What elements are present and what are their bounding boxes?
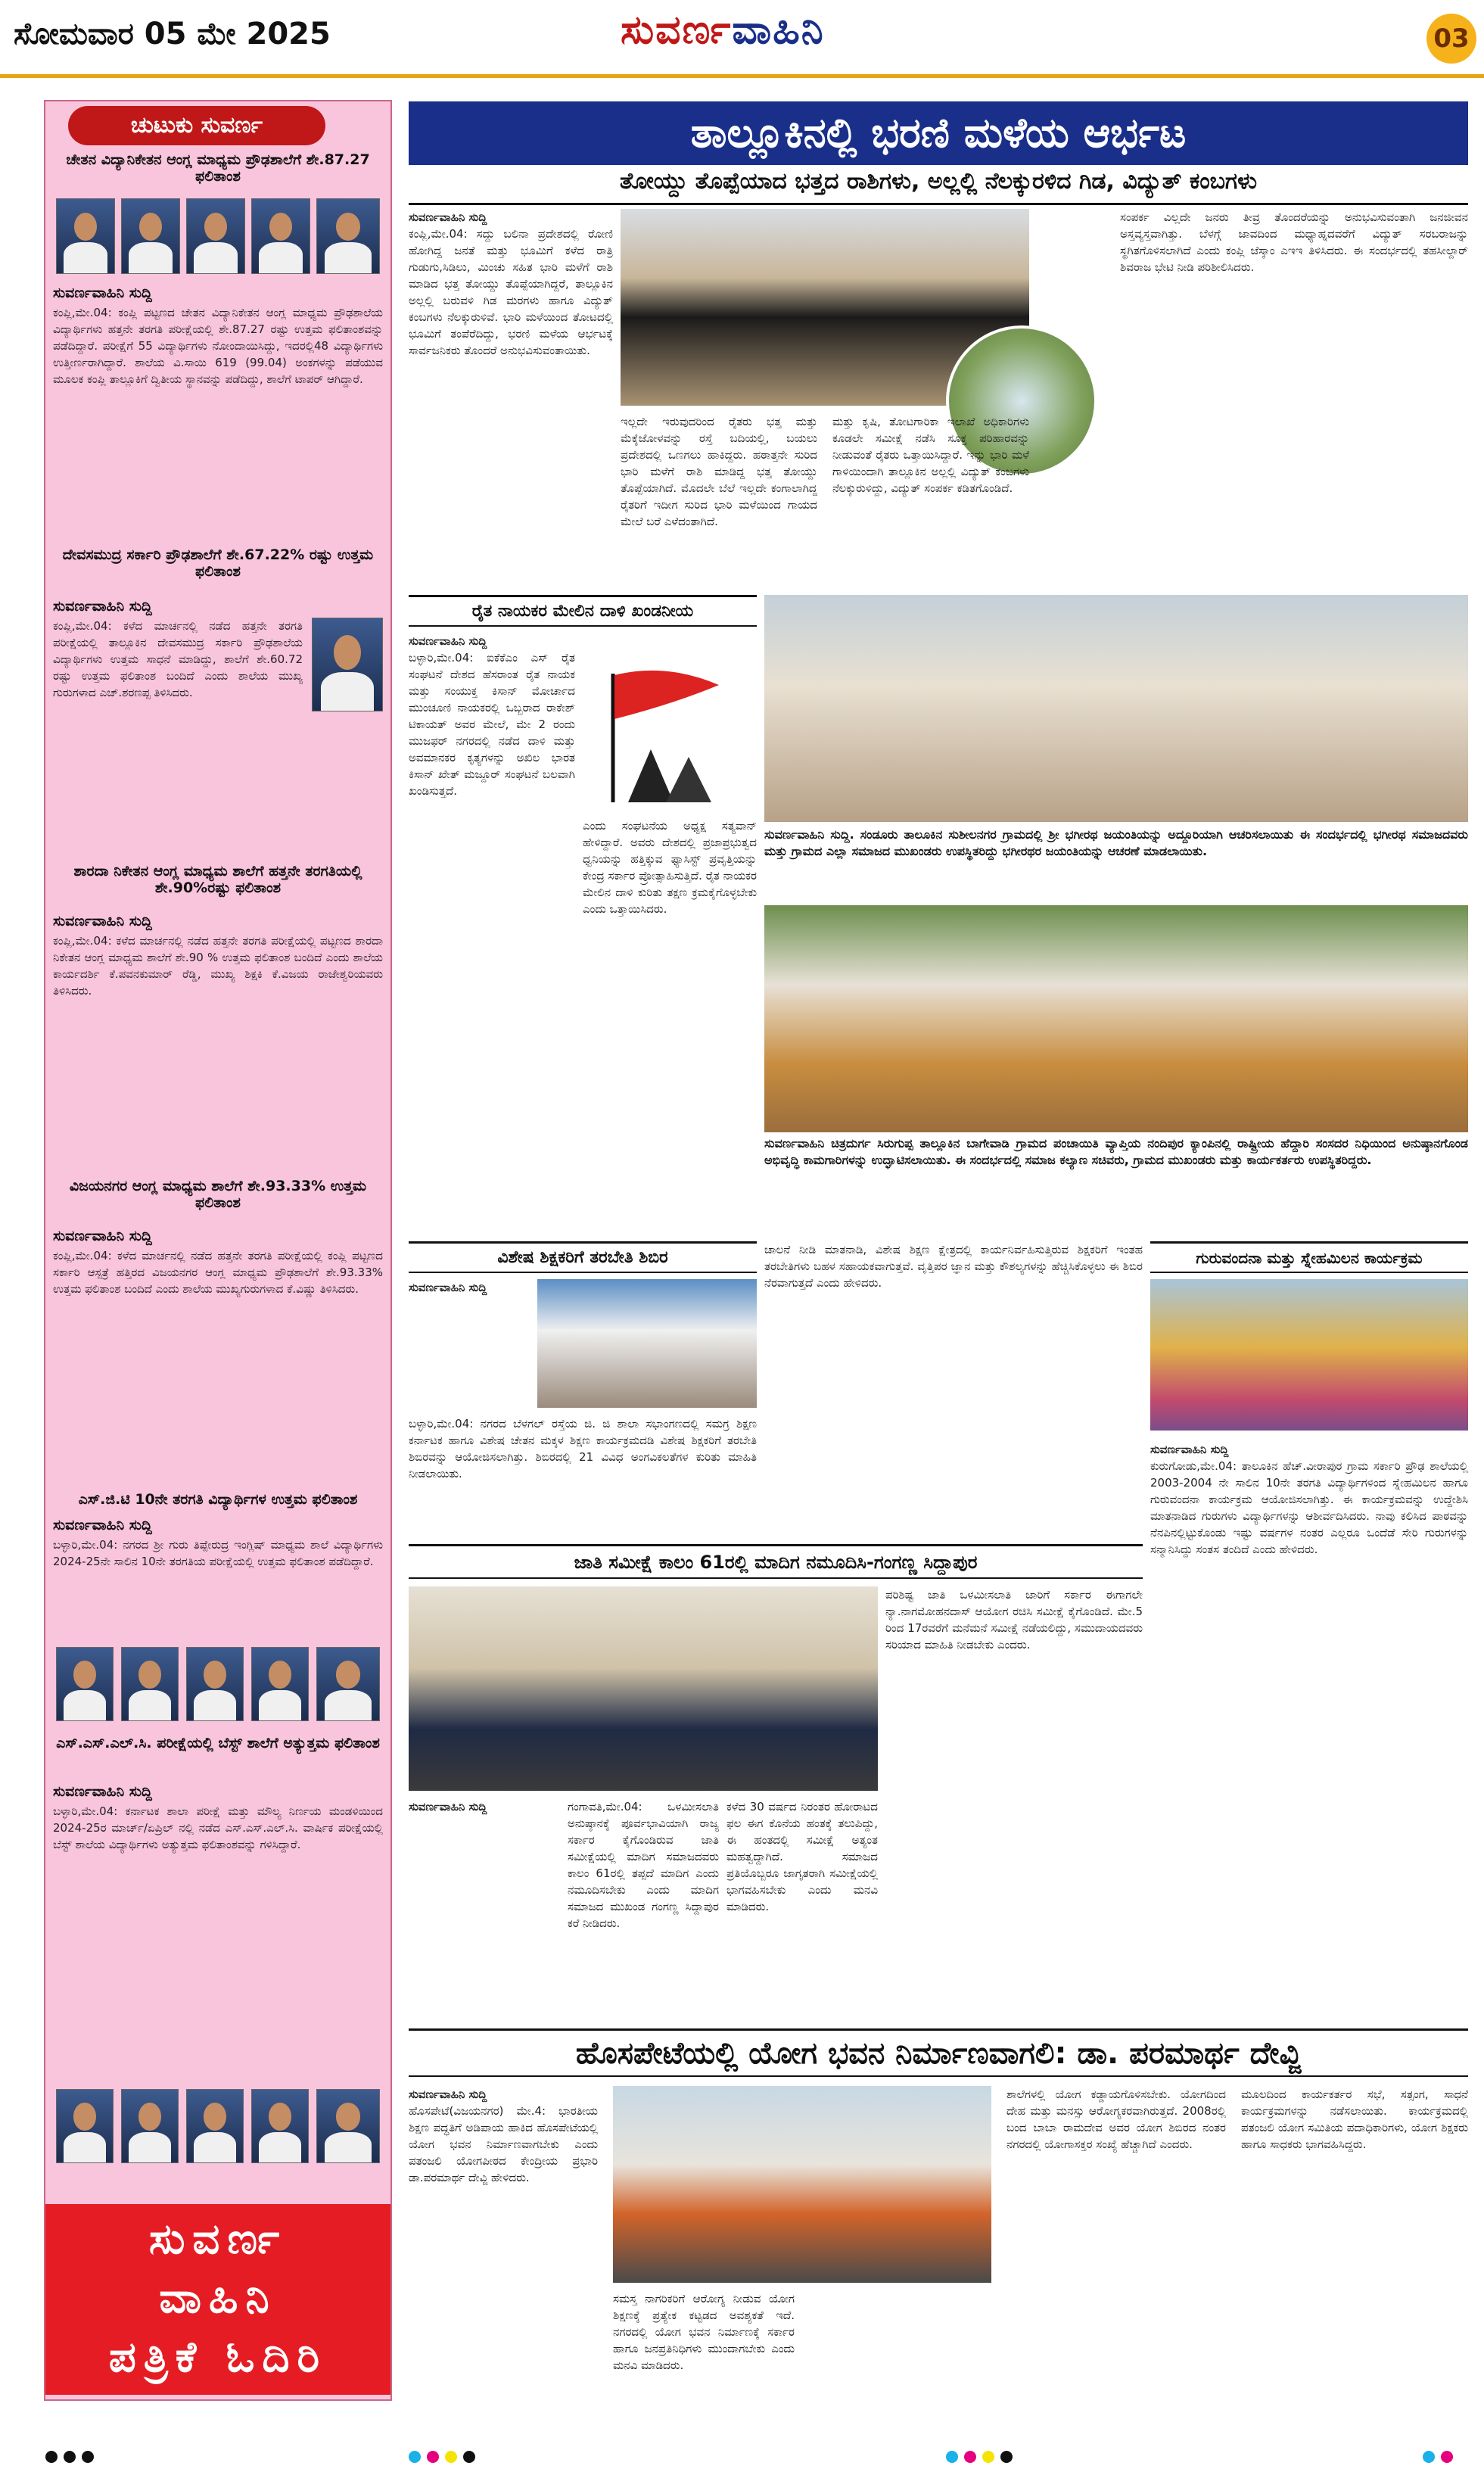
red-flag-logo bbox=[583, 658, 742, 810]
logo-part-1: ಸುವರ್ಣ bbox=[621, 8, 733, 53]
registration-dot bbox=[1423, 2451, 1435, 2463]
registration-dot bbox=[45, 2451, 58, 2463]
sidebar-dateline-6: ಸುವರ್ಣವಾಹಿನಿ ಸುದ್ದಿ bbox=[53, 1783, 152, 1800]
shibira-headline: ವಿಶೇಷ ಶಿಕ್ಷಕರಿಗೆ ತರಬೇತಿ ಶಿಬಿರ bbox=[409, 1241, 757, 1273]
sidebar-text-3: ಕಂಪ್ಲಿ,ಮೇ.04: ಕಳೆದ ಮಾರ್ಚನಲ್ಲಿ ನಡೆದ ಹತ್ತನೇ ತರಗತಿ ಪರೀಕ್ಷೆಯಲ್ಲಿ ಪಟ್ಟಣದ ಶಾರದಾ ನಿಕೇತನ ಆಂಗ್ಲ ಮಾಧ್ಯಮ ಶಾಲೆಗೆ ಶೇ.90 % ಉತ್ತಮ ಫಲಿತಾಂಶ ಬಂದಿದೆ ಎಂದು ಶಾಲೆಯ ಕಾರ್ಯದರ್ಶಿ ಕೆ.ಪವನಕುಮಾರ್ ರೆಡ್ಡಿ, ಮುಖ್ಯ ಶಿಕ್ಷಕಿ ಕೆ.ವಿಜಯ ರಾಜೇಶ್ವರಿಯವರು ತಿಳಿಸಿದರು. bbox=[53, 934, 383, 998]
registration-dot bbox=[982, 2451, 994, 2463]
logo-part-2: ವಾಹಿನಿ bbox=[732, 8, 825, 53]
press-meet-photo bbox=[409, 1586, 878, 1791]
flag-icon bbox=[583, 658, 742, 810]
sidebar-text-5: ಬಳ್ಳಾರಿ,ಮೇ.04: ನಗರದ ಶ್ರೀ ಗುರು ತಿಪ್ಪೇರುದ್ರ ಇಂಗ್ಲಿಷ್ ಮಾಧ್ಯಮ ಶಾಲೆ ವಿದ್ಯಾರ್ಥಿಗಳು 2024-25ನೇ ಸಾಲಿನ 10ನೇ ತರಗತಿಯ ಪರೀಕ್ಷೆಯಲ್ಲಿ ಉತ್ತಮ ಫಲಿತಾಂಶ ಪಡೆದಿದ್ದಾರೆ. bbox=[53, 1538, 383, 1568]
student-photo bbox=[121, 198, 180, 274]
sidebar-dateline-5: ಸುವರ್ಣವಾಹಿನಿ ಸುದ್ದಿ bbox=[53, 1517, 152, 1533]
registration-dot bbox=[1000, 2451, 1013, 2463]
yoga-meet-photo bbox=[613, 2086, 991, 2283]
yoga-text-3: ಶಾಲೆಗಳಲ್ಲಿ ಯೋಗ ಕಡ್ಡಾಯಗೊಳಿಸಬೇಕು. ಯೋಗದಿಂದ ದೇಹ ಮತ್ತು ಮನಸ್ಸು ಆರೋಗ್ಯಕರವಾಗಿರುತ್ತದೆ. 2008ರಲ್ಲಿ ಬಂದ ಬಾಬಾ ರಾಮದೇವ ಅವರ ಯೋಗ ಶಿಬಿರದ ನಂತರ ನಗರದಲ್ಲಿ ಯೋಗಾಸಕ್ತರ ಸಂಖ್ಯೆ ಹೆಚ್ಚಾಗಿದೆ ಎಂದರು. bbox=[1006, 2088, 1226, 2151]
registration-dot bbox=[964, 2451, 976, 2463]
registration-dot bbox=[427, 2451, 439, 2463]
student-photo bbox=[56, 198, 115, 274]
student-photo bbox=[251, 1647, 309, 1721]
shibira-col-1 bbox=[409, 1279, 530, 1431]
sidebar-text-4: ಕಂಪ್ಲಿ,ಮೇ.04: ಕಳೆದ ಮಾರ್ಚನಲ್ಲಿ ನಡೆದ ಹತ್ತನೇ ತರಗತಿ ಪರೀಕ್ಷೆಯಲ್ಲಿ ಕಂಪ್ಲಿ ಪಟ್ಟಣದ ಸರ್ಕಾರಿ ಆಸ್ಪತ್ರೆ ಹತ್ತಿರದ ವಿಜಯನಗರ ಆಂಗ್ಲ ಮಾಧ್ಯಮ ಪ್ರೌಢಶಾಲೆಗೆ ಶೇ.93.33% ಉತ್ತಮ ಫಲಿತಾಂಶ ಬಂದಿದೆ ಎಂದು ಶಾಲೆಯ ಮುಖ್ಯಗುರುಗಳಾದ ಕೆ.ವಿಷ್ಣು ತಿಳಿಸಿದರು. bbox=[53, 1249, 383, 1296]
lead-col-1 bbox=[409, 209, 613, 519]
registration-dot bbox=[409, 2451, 421, 2463]
student-photo bbox=[251, 2089, 309, 2163]
promo-line-3: ಪತ್ರಿಕೆ ಓದಿರಿ bbox=[108, 2333, 328, 2382]
bhagiratha-jayanti-photo bbox=[764, 595, 1468, 822]
student-photo bbox=[186, 1647, 244, 1721]
gurubandana-col bbox=[1150, 1441, 1468, 2016]
promo-line-2: ವಾಹಿನಿ bbox=[159, 2274, 277, 2323]
student-photo bbox=[121, 1647, 179, 1721]
registration-dot bbox=[1441, 2451, 1453, 2463]
jaati-col-1 bbox=[409, 1798, 560, 2018]
yoga-text-4: ಮೂಲದಿಂದ ಕಾರ್ಯಕರ್ತರ ಸಭೆ, ಸತ್ಸಂಗ, ಸಾಧನೆ ಕಾರ್ಯಕ್ರಮಗಳನ್ನು ನಡೆಸಲಾಯಿತು. ಕಾರ್ಯಕ್ರಮದಲ್ಲಿ ಪತಂಜಲಿ ಯೋಗ ಸಮಿತಿಯ ಪದಾಧಿಕಾರಿಗಳು, ಯೋಗ ಶಿಕ್ಷಕರು ಹಾಗೂ ಸಾಧಕರು ಭಾಗವಹಿಸಿದ್ದರು. bbox=[1241, 2088, 1468, 2151]
shibira-dateline: ಸುವರ್ಣವಾಹಿನಿ ಸುದ್ದಿ bbox=[409, 1281, 487, 1294]
inauguration-photo bbox=[764, 905, 1468, 1132]
sidebar-dateline-3: ಸುವರ್ಣವಾಹಿನಿ ಸುದ್ದಿ bbox=[53, 913, 152, 929]
jaati-text-3: ಪರಿಶಿಷ್ಟ ಜಾತಿ ಒಳಮೀಸಲಾತಿ ಜಾರಿಗೆ ಸರ್ಕಾರ ಈಗಾಗಲೇ ನ್ಯಾ.ನಾಗಮೋಹನದಾಸ್ ಆಯೋಗ ರಚಿಸಿ ಸಮೀಕ್ಷೆ ಕೈಗೊಂಡಿದೆ. ಮೇ.5 ರಿಂದ 17ರವರೆಗೆ ಮನೆಮನೆ ಸಮೀಕ್ಷೆ ನಡೆಯಲಿದ್ದು, ಸಮುದಾಯದವರು ಸರಿಯಾದ ಮಾಹಿತಿ ನೀಡಬೇಕು ಎಂದರು. bbox=[885, 1588, 1143, 1652]
sidebar-dateline-2: ಸುವರ್ಣವಾಹಿನಿ ಸುದ್ದಿ bbox=[53, 598, 152, 615]
newspaper-logo bbox=[621, 8, 825, 54]
student-photo bbox=[186, 198, 245, 274]
student-photo bbox=[312, 618, 383, 711]
print-registration-bar bbox=[0, 2443, 1484, 2472]
gurubandana-dateline: ಸುವರ್ಣವಾಹಿನಿ ಸುದ್ದಿ bbox=[1150, 1443, 1229, 1456]
lead-text-1: ಕಂಪ್ಲಿ,ಮೇ.04: ಸದ್ದು ಬಲಿನಾ ಪ್ರದೇಶದಲ್ಲಿ ರೋಣಿ ಹೋಗಿದ್ದ ಜನತೆ ಮತ್ತು ಭೂಮಿಗೆ ಕಳೆದ ರಾತ್ರಿ ಗುಡುಗು,ಸಿಡಿಲು, ಮಿಂಚು ಸಹಿತ ಭಾರಿ ಮಳೆಗೆ ರಾಶಿ ಮಾಡಿದ ಭತ್ತ ತೋಯ್ದು ತೊಪ್ಪೆಯಾಗಿದ್ದರೆ, ತಾಲ್ಲೂಕಿನ ಅಲ್ಲಲ್ಲಿ ಬರುವಳಿ ಗಿಡ ಮರಗಳು ಹಾಗೂ ವಿದ್ಯುತ್ ಕಂಬಗಳು ನೆಲಕ್ಕುರುಳಿವೆ. ಭಾರಿ ಮಳೆಯಿಂದ ತೋಟದಲ್ಲಿ ಭೂಮಿಗೆ ತಂಪೆರೆದಿದ್ದು, ಭರಣಿ ಮಳೆಯ ಆರ್ಭಟಕ್ಕೆ ಸಾರ್ವಜನಿಕರು ತೊಂದರೆ ಅನುಭವಿಸುವಂತಾಯಿತು. bbox=[409, 227, 613, 357]
raitha-text-2: ಎಂದು ಸಂಘಟನೆಯ ಅಧ್ಯಕ್ಷ ಸತ್ಯವಾನ್ ಹೇಳಿದ್ದಾರೆ. ಅವರು ದೇಶದಲ್ಲಿ ಪ್ರಜಾಪ್ರಭುತ್ವದ ಧ್ವನಿಯನ್ನು ಹತ್ತಿಕ್ಕುವ ಫ್ಯಾಸಿಸ್ಟ್ ಪ್ರವೃತ್ತಿಯನ್ನು ಕೇಂದ್ರ ಸರ್ಕಾರ ಪ್ರೋತ್ಸಾಹಿಸುತ್ತಿದೆ. ರೈತ ನಾಯಕರ ಮೇಲಿನ ದಾಳಿ ಕುರಿತು ತಕ್ಷಣ ಕ್ರಮಕೈಗೊಳ್ಳಬೇಕು ಎಂದು ಒತ್ತಾಯಿಸಿದರು. bbox=[583, 819, 757, 916]
yoga-dateline: ಸುವರ್ಣವಾಹಿನಿ ಸುದ್ದಿ bbox=[409, 2088, 487, 2101]
jaati-text-2: ಕಳೆದ 30 ವರ್ಷದ ನಿರಂತರ ಹೋರಾಟದ ಫಲ ಈಗ ಕೊನೆಯ ಹಂತಕ್ಕೆ ತಲುಪಿದ್ದು, ಈ ಹಂತದಲ್ಲಿ ಸಮೀಕ್ಷೆ ಅತ್ಯಂತ ಮಹತ್ವದ್ದಾಗಿದೆ. ಸಮಾಜದ ಪ್ರತಿಯೊಬ್ಬರೂ ಜಾಗೃತರಾಗಿ ಸಮೀಕ್ಷೆಯಲ್ಲಿ ಭಾಗವಹಿಸಬೇಕು ಎಂದು ಮನವಿ ಮಾಡಿದರು. bbox=[726, 1800, 878, 1913]
sidebar-text-1: ಕಂಪ್ಲಿ,ಮೇ.04: ಕಂಪ್ಲಿ ಪಟ್ಟಣದ ಚೇತನ ವಿದ್ಯಾನಿಕೇತನ ಆಂಗ್ಲ ಮಾಧ್ಯಮ ಪ್ರೌಢಶಾಲೆಯ ವಿದ್ಯಾರ್ಥಿಗಳು ಹತ್ತನೇ ತರಗತಿ ಪರೀಕ್ಷೆಯಲ್ಲಿ ಶೇ.87.27 ರಷ್ಟು ಉತ್ತಮ ಫಲಿತಾಂಶವನ್ನು ಪಡೆದಿದ್ದಾರೆ. ಪರೀಕ್ಷೆಗೆ 55 ವಿದ್ಯಾರ್ಥಿಗಳು ನೋಂದಾಯಿಸಿದ್ದು, ಇದರಲ್ಲಿ48 ವಿದ್ಯಾರ್ಥಿಗಳು ಉತ್ತೀರ್ಣರಾಗಿದ್ದಾರೆ. ಶಾಲೆಯ ವಿ.ಸಾಯಿ 619 (99.04) ಅಂಕಗಳನ್ನು ಪಡೆಯುವ ಮೂಲಕ ಕಂಪ್ಲಿ ತಾಲ್ಲೂಕಿಗೆ ದ್ವಿತೀಯ ಸ್ಥಾನವನ್ನು ಪಡೆದಿದ್ದು, ಶಾಲೆಗೆ ಟಾಪರ್ ಆಗಿದ್ದಾರೆ. bbox=[53, 306, 383, 386]
sidebar-text-2: ಕಂಪ್ಲಿ,ಮೇ.04: ಕಳೆದ ಮಾರ್ಚನಲ್ಲಿ ನಡೆದ ಹತ್ತನೇ ತರಗತಿ ಪರೀಕ್ಷೆಯಲ್ಲಿ ತಾಲ್ಲೂಕಿನ ದೇವಸಮುದ್ರ ಸರ್ಕಾರಿ ಪ್ರೌಢಶಾಲೆಯ ವಿದ್ಯಾರ್ಥಿಗಳು ಉತ್ತಮ ಸಾಧನೆ ಮಾಡಿದ್ದು, ಶಾಲೆಗೆ ಶೇ.60.72 ರಷ್ಟು ಉತ್ತಮ ಫಲಿತಾಂಶ ಬಂದಿದೆ ಎಂದು ಶಾಲೆಯ ಮುಖ್ಯ ಗುರುಗಳಾದ ಎಚ್.ಶರಣಪ್ಪ ತಿಳಿಸಿದರು. bbox=[53, 619, 303, 699]
lead-text-4: ಸಂಪರ್ಕ ವಿಲ್ಲದೇ ಜನರು ತೀವ್ರ ತೊಂದರೆಯನ್ನು ಅನುಭವಿಸುವಂತಾಗಿ ಜನಜೀವನ ಅಸ್ತವ್ಯಸ್ತವಾಗಿತ್ತು. ಬೆಳಗ್ಗೆ ಜಾವದಿಂದ ಮಧ್ಯಾಹ್ನದವರೆಗೆ ವಿದ್ಯುತ್ ಸರಬರಾಜನ್ನು ಸ್ಥಗಿತಗೊಳಿಸಲಾಗಿದೆ ಎಂದು ಕಂಪ್ಲಿ ಜೆಸ್ಕಾಂ ಎಇಇ ತಿಳಿಸಿದರು. ಈ ಸಂದರ್ಭದಲ್ಲಿ ತಹಸೀಲ್ದಾರ್ ಶಿವರಾಜ ಭೇಟಿ ನೀಡಿ ಪರಿಶೀಲಿಸಿದರು. bbox=[1120, 210, 1468, 274]
photo-caption-1: ಸುವರ್ಣವಾಹಿನಿ ಸುದ್ದಿ. ಸಂಡೂರು ತಾಲೂಕಿನ ಸುಶೀಲನಗರ ಗ್ರಾಮದಲ್ಲಿ ಶ್ರೀ ಭಗೀರಥ ಜಯಂತಿಯನ್ನು ಅದ್ದೂರಿಯಾಗಿ ಆಚರಿಸಲಾಯಿತು ಈ ಸಂದರ್ಭದಲ್ಲಿ ಭಗೀರಥ ಸಮಾಜದವರು ಮತ್ತು ಗ್ರಾಮದ ಎಲ್ಲಾ ಸಮಾಜದ ಮುಖಂಡರು ಉಪಸ್ಥಿತರಿದ್ದು ಭಗೀರಥರ ಜಯಂತಿಯನ್ನು ಆಚರಣೆ ಮಾಡಲಾಯಿತು. bbox=[764, 827, 1468, 858]
jaati-text: ಗಂಗಾವತಿ,ಮೇ.04: ಒಳಮೀಸಲಾತಿ ಅನುಷ್ಠಾನಕ್ಕೆ ಪೂರ್ವಭಾವಿಯಾಗಿ ರಾಜ್ಯ ಸರ್ಕಾರ ಕೈಗೊಂಡಿರುವ ಜಾತಿ ಸಮೀಕ್ಷೆಯಲ್ಲಿ ಮಾದಿಗ ಸಮಾಜದವರು ಕಾಲಂ 61ರಲ್ಲಿ ತಪ್ಪದೆ ಮಾದಿಗ ಎಂದು ನಮೂದಿಸಬೇಕು ಎಂದು ಮಾದಿಗ ಸಮಾಜದ ಮುಖಂಡ ಗಂಗಣ್ಣ ಸಿದ್ದಾಪುರ ಕರೆ ನೀಡಿದರು. bbox=[568, 1800, 719, 1930]
student-photo bbox=[316, 198, 380, 274]
yoga-text: ಹೊಸಪೇಟೆ(ವಿಜಯನಗರ) ಮೇ.4: ಭಾರತೀಯ ಶಿಕ್ಷಣ ಪದ್ಧತಿಗೆ ಅಡಿಪಾಯ ಹಾಕಿದ ಹೊಸಪೇಟೆಯಲ್ಲಿ ಯೋಗ ಭವನ ನಿರ್ಮಾಣವಾಗಬೇಕು ಎಂದು ಪತಂಜಲಿ ಯೋಗಪೀಠದ ಕೇಂದ್ರೀಯ ಪ್ರಭಾರಿ ಡಾ.ಪರಮಾರ್ಥ ದೇವ್ಜಿ ಹೇಳಿದರು. bbox=[409, 2104, 598, 2184]
gurubandana-photo bbox=[1150, 1279, 1468, 1431]
registration-dot bbox=[445, 2451, 457, 2463]
sidebar-dateline-4: ಸುವರ್ಣವಾಹಿನಿ ಸುದ್ದಿ bbox=[53, 1228, 152, 1244]
lead-text-3: ಮತ್ತು ಕೃಷಿ, ತೋಟಗಾರಿಕಾ ಇಲಾಖೆ ಅಧಿಕಾರಿಗಳು ಕೂಡಲೇ ಸಮೀಕ್ಷೆ ನಡೆಸಿ ಸೂಕ್ತ ಪರಿಹಾರವನ್ನು ನೀಡುವಂತೆ ರೈತರು ಒತ್ತಾಯಿಸಿದ್ದಾರೆ. ಇನ್ನು ಭಾರಿ ಮಳೆ ಗಾಳಿಯಿಂದಾಗಿ ತಾಲ್ಲೂಕಿನ ಅಲ್ಲಲ್ಲಿ ವಿದ್ಯುತ್ ಕಂಬಗಳು ನೆಲಕ್ಕುರುಳಿದ್ದು, ವಿದ್ಯುತ್ ಸಂಪರ್ಕ ಕಡಿತಗೊಂಡಿದೆ. bbox=[832, 415, 1029, 495]
photo-caption-2: ಸುವರ್ಣವಾಹಿನಿ ಚಿತ್ರದುರ್ಗ ಸಿರುಗುಪ್ಪ ತಾಲ್ಲೂಕಿನ ಬಾಗೇವಾಡಿ ಗ್ರಾಮದ ಪಂಚಾಯಿತಿ ವ್ಯಾಪ್ತಿಯ ನಂದಿಪುರ ಕ್ಯಾಂಪಿನಲ್ಲಿ ರಾಷ್ಟ್ರೀಯ ಹೆದ್ದಾರಿ ಸಂಸದರ ನಿಧಿಯಿಂದ ಅನುಷ್ಠಾನಗೊಂಡ ಅಭಿವೃದ್ಧಿ ಕಾಮಗಾರಿಗಳನ್ನು ಉದ್ಘಾಟಿಸಲಾಯಿತು. ಈ ಸಂದರ್ಭದಲ್ಲಿ ಸಮಾಜ ಕಲ್ಯಾಣ ಸಚಿವರು, ಗ್ರಾಮದ ಮುಖಂಡರು ಮತ್ತು ಕಾರ್ಯಕರ್ತರು ಉಪಸ್ಥಿತರಿದ್ದರು. bbox=[764, 1136, 1468, 1167]
masthead bbox=[0, 0, 1484, 76]
sidebar-title: ಚುಟುಕು ಸುವರ್ಣ bbox=[68, 106, 325, 145]
shibira-text: ಬಳ್ಳಾರಿ,ಮೇ.04: ನಗರದ ಬೆಳಗಲ್ ರಸ್ತೆಯ ಜಿ. ಜಿ ಶಾಲಾ ಸಭಾಂಗಣದಲ್ಲಿ ಸಮಗ್ರ ಶಿಕ್ಷಣ ಕರ್ನಾಟಕ ಹಾಗೂ ವಿಶೇಷ ಚೇತನ ಮಕ್ಕಳ ಶಿಕ್ಷಣ ಕಾರ್ಯಕ್ರಮದಡಿ ವಿಶೇಷ ಶಿಕ್ಷಕರಿಗೆ ತರಬೇತಿ ಶಿಬಿರವನ್ನು ಆಯೋಜಿಸಲಾಗಿತ್ತು. ಶಿಬಿರದಲ್ಲಿ 21 ವಿವಿಧ ಅಂಗವಿಕಲತೆಗಳ ಕುರಿತು ಮಾಹಿತಿ ನೀಡಲಾಯಿತು. bbox=[409, 1417, 757, 1480]
student-photo bbox=[186, 2089, 244, 2163]
lead-subheadline: ತೋಯ್ದು ತೊಪ್ಪೆಯಾದ ಭತ್ತದ ರಾಶಿಗಳು, ಅಲ್ಲಲ್ಲಿ ನೆಲಕ್ಕುರಳಿದ ಗಿಡ, ವಿದ್ಯುತ್ ಕಂಬಗಳು bbox=[619, 168, 1257, 195]
yoga-text-3a bbox=[810, 2290, 991, 2419]
jaati-dateline: ಸುವರ್ಣವಾಹಿನಿ ಸುದ್ದಿ bbox=[409, 1800, 487, 1814]
sidebar-headline-2: ದೇವಸಮುದ್ರ ಸರ್ಕಾರಿ ಪ್ರೌಢಶಾಲೆಗೆ ಶೇ.67.22% ರಷ್ಟು ಉತ್ತಮ ಫಲಿತಾಂಶ bbox=[62, 546, 374, 580]
yoga-col-1 bbox=[409, 2086, 598, 2419]
sidebar-headline-1: ಚೇತನ ವಿದ್ಯಾನಿಕೇತನ ಆಂಗ್ಲ ಮಾಧ್ಯಮ ಪ್ರೌಢಶಾಲೆಗೆ ಶೇ.87.27 ಫಲಿತಾಂಶ bbox=[66, 151, 370, 185]
student-photo bbox=[56, 1647, 114, 1721]
training-camp-photo bbox=[537, 1279, 757, 1408]
raitha-col-1 bbox=[409, 633, 575, 1163]
gurubandana-headline: ಗುರುವಂದನಾ ಮತ್ತು ಸ್ನೇಹಮಿಲನ ಕಾರ್ಯಕ್ರಮ bbox=[1150, 1241, 1468, 1273]
student-photo bbox=[56, 2089, 114, 2163]
sidebar-dateline-1: ಸುವರ್ಣವಾಹಿನಿ ಸುದ್ದಿ bbox=[53, 285, 152, 301]
jaati-headline: ಜಾತಿ ಸಮೀಕ್ಷೆ ಕಾಲಂ 61ರಲ್ಲಿ ಮಾದಿಗ ನಮೂದಿಸಿ-ಗಂಗಣ್ಣ ಸಿದ್ದಾಪುರ bbox=[409, 1544, 1143, 1579]
shibira-text-2: ಚಾಲನೆ ನೀಡಿ ಮಾತನಾಡಿ, ವಿಶೇಷ ಶಿಕ್ಷಣ ಕ್ಷೇತ್ರದಲ್ಲಿ ಕಾರ್ಯನಿರ್ವಹಿಸುತ್ತಿರುವ ಶಿಕ್ಷಕರಿಗೆ ಇಂತಹ ತರಬೇತಿಗಳು ಬಹಳ ಸಹಾಯಕವಾಗುತ್ತವೆ. ವೃತ್ತಿಪರ ಜ್ಞಾನ ಮತ್ತು ಕೌಶಲ್ಯಗಳನ್ನು ಹೆಚ್ಚಿಸಿಕೊಳ್ಳಲು ಈ ಶಿಬಿರ ನೆರವಾಗುತ್ತದೆ ಎಂದು ಹೇಳಿದರು. bbox=[764, 1243, 1143, 1290]
raitha-headline: ರೈತ ನಾಯಕರ ಮೇಲಿನ ದಾಳಿ ಖಂಡನೀಯ bbox=[409, 595, 757, 627]
sidebar-headline-6: ಎಸ್.ಎಸ್.ಎಲ್.ಸಿ. ಪರೀಕ್ಷೆಯಲ್ಲಿ ಬೆಸ್ಟ್ ಶಾಲೆಗೆ ಅತ್ಯುತ್ತಮ ಫಲಿತಾಂಶ bbox=[56, 1735, 380, 1751]
student-photo bbox=[316, 1647, 380, 1721]
page-number-badge: 03 bbox=[1426, 14, 1476, 64]
registration-dot bbox=[463, 2451, 475, 2463]
masthead-rule bbox=[0, 74, 1484, 78]
lead-text-2: ಇಲ್ಲದೇ ಇರುವುದರಿಂದ ರೈತರು ಭತ್ತ ಮತ್ತು ಮೆಕ್ಕೆಜೋಳವನ್ನು ರಸ್ತೆ ಬದಿಯಲ್ಲಿ, ಬಯಲು ಪ್ರದೇಶದಲ್ಲಿ ಒಣಗಲು ಹಾಕಿದ್ದರು. ಹಠಾತ್ತನೇ ಸುರಿದ ಭಾರಿ ಮಳೆಗೆ ರಾಶಿ ಮಾಡಿದ್ದ ಭತ್ತ ತೋಯ್ದು ತೊಪ್ಪೆಯಾಗಿದೆ. ಮೊದಲೇ ಬೆಲೆ ಇಲ್ಲದೇ ಕಂಗಾಲಾಗಿದ್ದ ರೈತರಿಗೆ ಇದೀಗ ಸುರಿದ ಭಾರಿ ಮಳೆಯಿಂದ ಗಾಯದ ಮೇಲೆ ಬರೆ ಎಳೆದಂತಾಗಿದೆ. bbox=[621, 415, 817, 528]
sidebar-headline-3: ಶಾರದಾ ನಿಕೇತನ ಆಂಗ್ಲ ಮಾಧ್ಯಮ ಶಾಲೆಗೆ ಹತ್ತನೇ ತರಗತಿಯಲ್ಲಿ ಶೇ.90%ರಷ್ಟು ಫಲಿತಾಂಶ bbox=[73, 863, 362, 896]
student-photo bbox=[316, 2089, 380, 2163]
promo-box bbox=[45, 2204, 390, 2395]
lead-headline: ತಾಲ್ಲೂಕಿನಲ್ಲಿ ಭರಣಿ ಮಳೆಯ ಆರ್ಭಟ bbox=[409, 101, 1468, 165]
yoga-headline: ಹೊಸಪೇಟೆಯಲ್ಲಿ ಯೋಗ ಭವನ ನಿರ್ಮಾಣವಾಗಲಿ: ಡಾ. ಪರಮಾರ್ಥ ದೇವ್ಜಿ bbox=[409, 2028, 1468, 2077]
registration-dot bbox=[64, 2451, 76, 2463]
divider bbox=[409, 203, 1468, 205]
registration-dot bbox=[946, 2451, 958, 2463]
gurubandana-text: ಕುರುಗೋಡು,ಮೇ.04: ತಾಲೂಕಿನ ಹೆಚ್.ವೀರಾಪುರ ಗ್ರಾಮ ಸರ್ಕಾರಿ ಪ್ರೌಢ ಶಾಲೆಯಲ್ಲಿ 2003-2004 ನೇ ಸಾಲಿನ 10ನೇ ತರಗತಿ ವಿದ್ಯಾರ್ಥಿಗಳಿಂದ ಸ್ನೇಹಮಿಲನ ಹಾಗೂ ಗುರುವಂದನಾ ಕಾರ್ಯಕ್ರಮ ಆಯೋಜಿಸಲಾಗಿತ್ತು. ಈ ಕಾರ್ಯಕ್ರಮವನ್ನು ಉದ್ದೇಶಿಸಿ ಮಾತನಾಡಿದ ಗುರುಗಳು ವಿದ್ಯಾರ್ಥಿಗಳನ್ನು ಆಶೀರ್ವದಿಸಿದರು. ನಾವು ಕಲಿಸಿದ ಪಾಠವನ್ನು ನೆನಪಿನಲ್ಲಿಟ್ಟುಕೊಂಡು ಇಷ್ಟು ವರ್ಷಗಳ ನಂತರ ಎಲ್ಲರೂ ಒಂದೆಡೆ ಸೇರಿ ಗುರುಗಳನ್ನು ಸನ್ಮಾನಿಸಿದ್ದು ಸಂತಸ ತಂದಿದೆ ಎಂದು ಹೇಳಿದರು. bbox=[1150, 1459, 1468, 1556]
raitha-dateline: ಸುವರ್ಣವಾಹಿನಿ ಸುದ್ದಿ bbox=[409, 634, 487, 648]
issue-date: ಸೋಮವಾರ 05 ಮೇ 2025 bbox=[14, 17, 331, 51]
student-photo bbox=[121, 2089, 179, 2163]
lead-dateline: ಸುವರ್ಣವಾಹಿನಿ ಸುದ್ದಿ bbox=[409, 210, 487, 224]
sidebar-text-6: ಬಳ್ಳಾರಿ,ಮೇ.04: ಕರ್ನಾಟಕ ಶಾಲಾ ಪರೀಕ್ಷೆ ಮತ್ತು ಮೌಲ್ಯ ನಿರ್ಣಯ ಮಂಡಳಿಯಿಂದ 2024-25ರ ಮಾರ್ಚ್/ಏಪ್ರಿಲ್ ನಲ್ಲಿ ನಡೆದ ಎಸ್.ಎಸ್.ಎಲ್.ಸಿ. ವಾರ್ಷಿಕ ಪರೀಕ್ಷೆಯಲ್ಲಿ ಬೆಸ್ಟ್ ಶಾಲೆಯ ವಿದ್ಯಾರ್ಥಿಗಳು ಅತ್ಯುತ್ತಮ ಫಲಿತಾಂಶವನ್ನು ಗಳಿಸಿದ್ದಾರೆ. bbox=[53, 1804, 383, 1851]
registration-dot bbox=[82, 2451, 94, 2463]
promo-line-1: ಸುವರ್ಣ bbox=[148, 2215, 288, 2264]
yoga-text-2: ಸಮಸ್ತ ನಾಗರಿಕರಿಗೆ ಆರೋಗ್ಯ ನೀಡುವ ಯೋಗ ಶಿಕ್ಷಣಕ್ಕೆ ಪ್ರತ್ಯೇಕ ಕಟ್ಟಡದ ಅವಶ್ಯಕತೆ ಇದೆ. ನಗರದಲ್ಲಿ ಯೋಗ ಭವನ ನಿರ್ಮಾಣಕ್ಕೆ ಸರ್ಕಾರ ಹಾಗೂ ಜನಪ್ರತಿನಿಧಿಗಳು ಮುಂದಾಗಬೇಕು ಎಂದು ಮನವಿ ಮಾಡಿದರು. bbox=[613, 2292, 795, 2372]
sidebar-headline-4: ವಿಜಯನಗರ ಆಂಗ್ಲ ಮಾಧ್ಯಮ ಶಾಲೆಗೆ ಶೇ.93.33% ಉತ್ತಮ ಫಲಿತಾಂಶ bbox=[69, 1178, 367, 1211]
student-photo bbox=[251, 198, 310, 274]
sidebar-headline-5: ಎಸ್.ಜಿ.ಟಿ 10ನೇ ತರಗತಿ ವಿದ್ಯಾರ್ಥಿಗಳ ಉತ್ತಮ ಫಲಿತಾಂಶ bbox=[78, 1491, 358, 1508]
raitha-text: ಬಳ್ಳಾರಿ,ಮೇ.04: ಐಕೆಕೆಎಂ ಎಸ್ ರೈತ ಸಂಘಟನೆ ದೇಶದ ಹೆಸರಾಂತ ರೈತ ನಾಯಕ ಮತ್ತು ಸಂಯುಕ್ತ ಕಿಸಾನ್ ಮೋರ್ಚಾದ ಮುಂಚೂಣಿ ನಾಯಕರಲ್ಲಿ ಒಬ್ಬರಾದ ರಾಕೇಶ್ ಟಿಕಾಯತ್ ಅವರ ಮೇಲೆ, ಮೇ 2 ರಂದು ಮುಜಫರ್ ನಗರದಲ್ಲಿ ನಡೆದ ದಾಳಿ ಮತ್ತು ಅವಮಾನಕರ ಕೃತ್ಯಗಳನ್ನು ಅಖಿಲ ಭಾರತ ಕಿಸಾನ್ ಖೇತ್ ಮಜ್ದೂರ್ ಸಂಘಟನೆ ಬಲವಾಗಿ ಖಂಡಿಸುತ್ತದೆ. bbox=[409, 651, 575, 798]
